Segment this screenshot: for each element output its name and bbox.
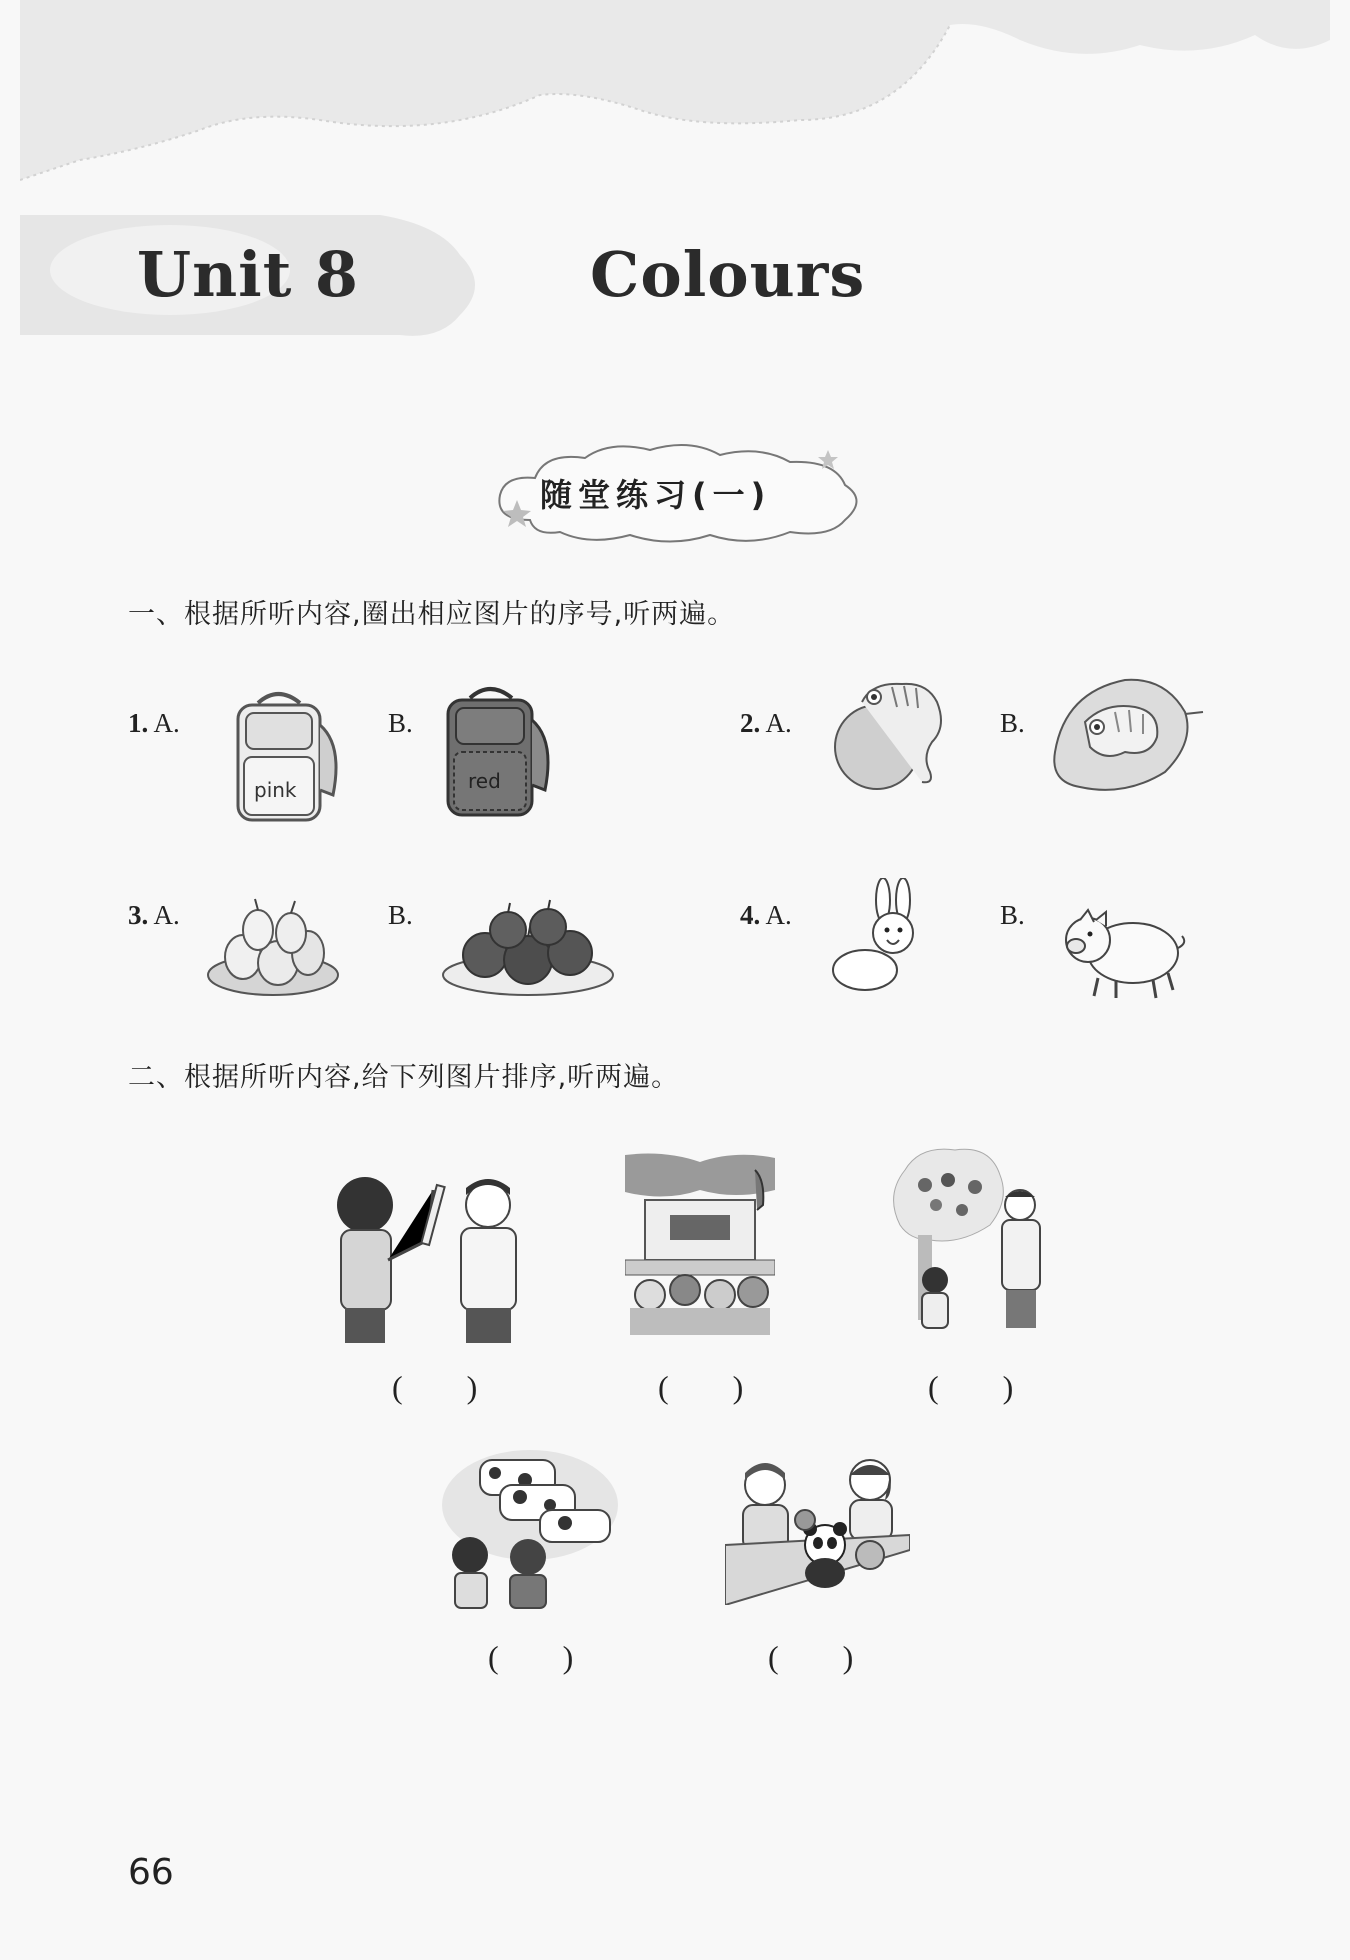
apple-tree-scene[interactable] (880, 1145, 1045, 1330)
option-b-label: B. (388, 708, 413, 738)
order-blank-2[interactable]: ( ) (658, 1369, 744, 1405)
question-number: 1. (128, 708, 149, 738)
backpack-label-red: red (468, 769, 501, 793)
unit-number: Unit 8 (137, 238, 360, 311)
question-3-label (128, 900, 180, 931)
option-letter: A. (153, 708, 180, 738)
question-number: 4. (740, 900, 761, 930)
order-blank-3[interactable]: ( ) (928, 1369, 1014, 1405)
section-1-instruction: 一、根据所听内容,圈出相应图片的序号,听两遍。 (128, 599, 736, 630)
question-2-label (740, 708, 792, 739)
cows-farm-scene[interactable] (440, 1445, 620, 1610)
option-b-label: B. (1000, 708, 1025, 738)
pink-backpack-icon[interactable] (218, 685, 343, 825)
question-number: 3. (128, 900, 149, 930)
backpack-label-pink: pink (254, 778, 297, 802)
rabbit-icon[interactable] (825, 878, 935, 998)
children-with-ruler-scene[interactable] (333, 1170, 533, 1345)
pears-plate-icon[interactable] (203, 895, 343, 1000)
page-number: 66 (128, 1852, 174, 1893)
option-letter: A. (765, 708, 792, 738)
apples-plate-icon[interactable] (440, 895, 615, 1000)
order-blank-5[interactable]: ( ) (768, 1639, 854, 1675)
pig-icon[interactable] (1058, 898, 1188, 1003)
question-number: 2. (740, 708, 761, 738)
option-b-label: B. (388, 900, 413, 930)
option-letter: A. (765, 900, 792, 930)
panda-toys-scene[interactable] (725, 1455, 910, 1605)
zoo-entrance-scene[interactable] (625, 1150, 775, 1335)
question-1-label (128, 708, 180, 739)
section-2-instruction: 二、根据所听内容,给下列图片排序,听两遍。 (128, 1062, 680, 1093)
order-blank-1[interactable]: ( ) (392, 1369, 478, 1405)
red-backpack-icon[interactable] (430, 680, 555, 820)
header-cloud-band (20, 0, 1330, 200)
unit-title: Colours (590, 238, 866, 311)
chameleon-on-leaf-icon[interactable] (1045, 672, 1205, 797)
chameleon-on-orange-icon[interactable] (822, 672, 962, 792)
option-b-label: B. (1000, 900, 1025, 930)
question-4-label (740, 900, 792, 931)
option-letter: A. (153, 900, 180, 930)
practice-title: 随堂练习(一) (540, 476, 772, 514)
order-blank-4[interactable]: ( ) (488, 1639, 574, 1675)
